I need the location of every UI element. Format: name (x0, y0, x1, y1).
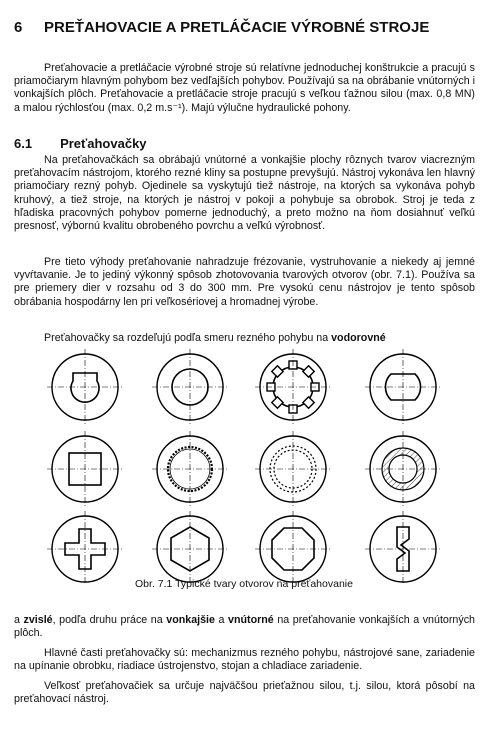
shape-double-flat-hole (365, 349, 441, 425)
shape-keyway-hole (47, 349, 123, 425)
shape-gear-tooth-hole (255, 431, 331, 507)
paragraph-2: Pre tieto výhody preťahovanie nahradzuje frézovanie, vystruhovanie a niekedy aj jemné vyvŕtavanie. Je to jediný výkonný spôsob zhotovovania tvarových otvorov (obr. 7.1). Používa sa pre priemery dier v rozsahu od 3 do 300 mm. Pre vysokú cenu nástrojov je tento spôsob obrábania hospodárny len pri veľkosériovej a hromadnej výrobe. (14, 256, 475, 308)
shape-hexagon-hole (152, 511, 228, 584)
paragraph-3-text: Preťahovačky sa rozdeľujú podľa smeru rezného pohybu na (44, 332, 332, 344)
paragraph-1: Na preťahovačkách sa obrábajú vnútorné a vonkajšie plochy rôznych tvarov viacrezným preťahovacím nástrojom, ktorého rezné kliny sa postupne prevyšujú. Nástroj vykonáva len hlavný priamočiary rezný pohyb. Ojedinele sa vyskytujú tiež nástroje, na ktorých sa vykonáva pohyb kruhový, a tiež stroje, na ktorých je nástroj v pokoji a pohybuje sa obrobok. Stroj je teda z hľadiska pracovných pohybov pomerne jednoduchý, a preto možno na ňom dosiahnuť veľkú presnosť, výbornú kvalitu obrobeného povrchu a veľkú výrobnosť. (14, 154, 475, 233)
section-number: 6.1 (14, 136, 33, 151)
paragraph-3-bold: vodorovné (331, 332, 386, 344)
paragraph-4 (14, 614, 475, 640)
intro-paragraph: Preťahovacie a pretláčacie výrobné stroje sú relatívne jednoduchej konštrukcie a pracujú s priamočiarym hlavným pohybom bez vedľajších pohybov. Používajú sa na obrábanie vnútorných i vonkajších plôch. Preťahovacie a pretláčacie stroje pracujú s veľkou ťažnou silou (max. 0,8 MN) a malou rýchlosťou (max. 0,2 m.s⁻¹). Majú výlučne hydraulické pohony. (14, 62, 475, 114)
chapter-number: 6 (14, 19, 23, 36)
shape-external-splines (255, 349, 331, 425)
shape-rifled-hole (365, 511, 441, 584)
paragraph-4-bold-a: zvislé (23, 614, 53, 626)
section-title: Preťahovačky (60, 136, 147, 151)
chapter-title: PREŤAHOVACIE A PRETLÁČACIE VÝROBNÉ STROJE (44, 19, 430, 36)
shape-fine-serration-hole (152, 431, 228, 507)
shape-octagon-hole (255, 511, 331, 584)
section-heading (14, 136, 147, 152)
figure-caption: Obr. 7.1 Typické tvary otvorov na preťahovanie (135, 578, 353, 590)
paragraph-5: Hlavné časti preťahovačky sú: mechanizmus rezného pohybu, nástrojové sane, zariadenie na upínanie obrobku, riadiace ústrojenstvo, stojan a chladiace zariadenie. (14, 647, 475, 673)
paragraph-4-text-c: a (214, 614, 229, 626)
shape-cross-hole (47, 511, 123, 584)
shape-square-hole (47, 431, 123, 507)
hole-shapes-figure (0, 344, 488, 584)
paragraph-4-text-b: , podľa druhu práce na (52, 614, 167, 626)
shape-hatched-ring (365, 431, 441, 507)
paragraph-4-text-d: na preťahovanie vonkajších a vnútorných plôch. (14, 614, 475, 640)
paragraph-4-bold-c: vnútorné (228, 614, 274, 626)
paragraph-4-bold-b: vonkajšie (166, 614, 215, 626)
shape-round-hole (152, 349, 228, 425)
paragraph-6: Veľkosť preťahovačiek sa určuje najväčšou prieťažnou silou, t.j. silou, ktorá pôsobí na preťahovací nástroj. (14, 680, 475, 706)
paragraph-4-text-a: a (14, 614, 24, 626)
